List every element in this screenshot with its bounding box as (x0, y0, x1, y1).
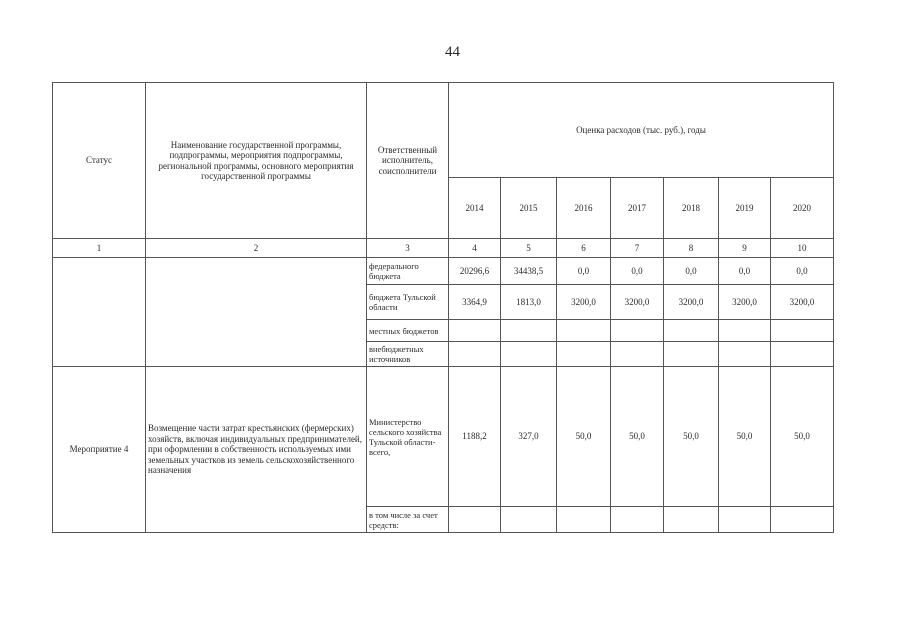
value-cell: 0,0 (611, 258, 664, 285)
expenses-table (52, 82, 834, 533)
value-cell: 0,0 (664, 258, 719, 285)
column-number: 2 (146, 239, 367, 258)
header-expenses: Оценка расходов (тыс. руб.), годы (449, 83, 834, 178)
value-cell: 50,0 (771, 367, 834, 507)
value-cell (501, 342, 557, 367)
value-cell: 0,0 (557, 258, 611, 285)
value-cell (719, 320, 771, 342)
column-number: 7 (611, 239, 664, 258)
measure-executor: Министерство сельского хозяйства Тульской области- всего, (367, 367, 449, 507)
funding-source: внебюджетных источников (367, 342, 449, 367)
year-cell: 2020 (771, 178, 834, 239)
header-name: Наименование государственной программы, подпрограммы, мероприятия подпрограммы, региональной программы, основного мероприятия государственной программы (146, 83, 367, 239)
column-number: 4 (449, 239, 501, 258)
page-number: 44 (445, 44, 460, 60)
value-cell: 50,0 (664, 367, 719, 507)
value-cell (611, 507, 664, 533)
column-number: 3 (367, 239, 449, 258)
empty-status-cell (53, 258, 146, 367)
header-row (53, 83, 834, 178)
value-cell (611, 342, 664, 367)
column-number: 9 (719, 239, 771, 258)
value-cell: 50,0 (611, 367, 664, 507)
value-cell (557, 342, 611, 367)
year-cell: 2016 (557, 178, 611, 239)
value-cell (449, 507, 501, 533)
column-number: 8 (664, 239, 719, 258)
funding-source: бюджета Тульской области (367, 285, 449, 320)
value-cell: 3200,0 (557, 285, 611, 320)
value-cell: 3200,0 (771, 285, 834, 320)
value-cell (719, 342, 771, 367)
header-status: Статус (53, 83, 146, 239)
value-cell (719, 507, 771, 533)
funding-source: федерального бюджета (367, 258, 449, 285)
year-cell: 2019 (719, 178, 771, 239)
column-number: 1 (53, 239, 146, 258)
funding-source: местных бюджетов (367, 320, 449, 342)
year-cell: 2014 (449, 178, 501, 239)
column-number: 10 (771, 239, 834, 258)
year-cell: 2015 (501, 178, 557, 239)
value-cell: 3200,0 (664, 285, 719, 320)
empty-name-cell (146, 258, 367, 367)
value-cell: 20296,6 (449, 258, 501, 285)
measure-row (53, 367, 834, 507)
value-cell (501, 507, 557, 533)
value-cell: 50,0 (719, 367, 771, 507)
value-cell: 0,0 (771, 258, 834, 285)
value-cell: 3200,0 (719, 285, 771, 320)
value-cell: 1813,0 (501, 285, 557, 320)
value-cell (611, 320, 664, 342)
measure-name: Возмещение части затрат крестьянских (фермерских) хозяйств, включая индивидуальных предпринимателей, при оформлении в собственность используемых ими земельных участков из земель сельскохозяйственного назначения (146, 367, 367, 533)
value-cell: 327,0 (501, 367, 557, 507)
column-number: 6 (557, 239, 611, 258)
value-cell (664, 320, 719, 342)
value-cell: 34438,5 (501, 258, 557, 285)
header-executor: Ответственный исполнитель, соисполнители (367, 83, 449, 239)
column-numbers-row (53, 239, 834, 258)
value-cell (771, 507, 834, 533)
value-cell: 0,0 (719, 258, 771, 285)
value-cell (771, 342, 834, 367)
value-cell (664, 507, 719, 533)
year-cell: 2018 (664, 178, 719, 239)
value-cell (449, 342, 501, 367)
measure-status: Мероприятие 4 (53, 367, 146, 533)
value-cell: 3364,9 (449, 285, 501, 320)
value-cell (664, 342, 719, 367)
table-row (53, 258, 834, 285)
value-cell (449, 320, 501, 342)
value-cell (771, 320, 834, 342)
column-number: 5 (501, 239, 557, 258)
value-cell: 1188,2 (449, 367, 501, 507)
year-cell: 2017 (611, 178, 664, 239)
value-cell: 3200,0 (611, 285, 664, 320)
funding-source: в том числе за счет средств: (367, 507, 449, 533)
value-cell (557, 507, 611, 533)
value-cell (557, 320, 611, 342)
value-cell: 50,0 (557, 367, 611, 507)
value-cell (501, 320, 557, 342)
